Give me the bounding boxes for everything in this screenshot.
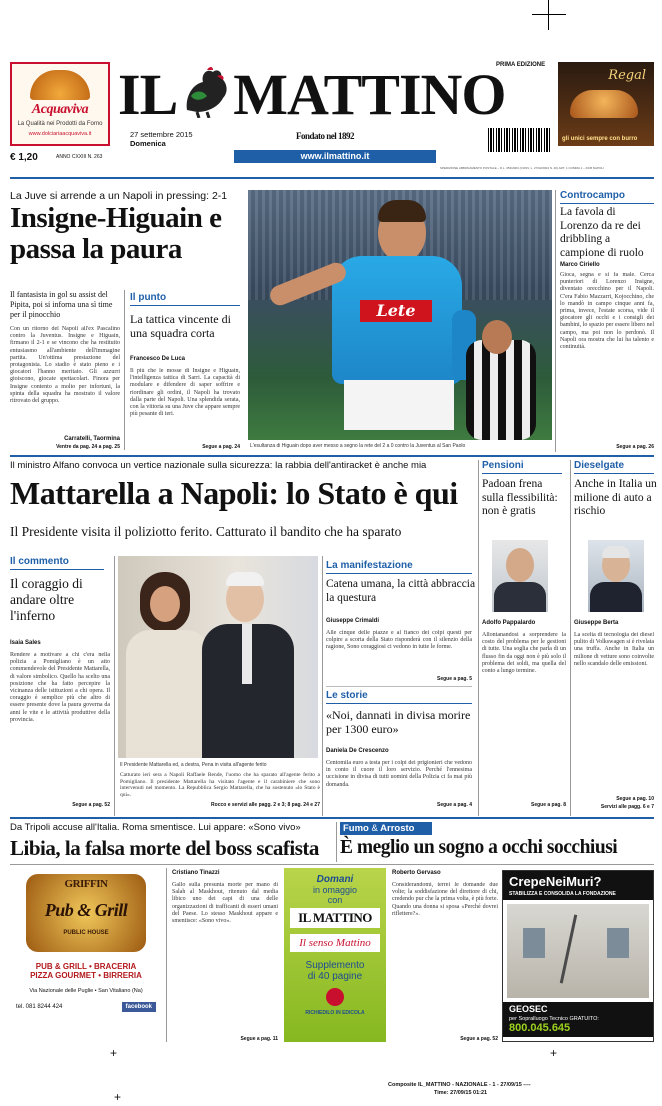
il-commento-author: Isaia Sales bbox=[10, 640, 41, 646]
registration-mark: + bbox=[114, 1090, 122, 1104]
man-shirt bbox=[242, 624, 252, 684]
left-ad-brand: Acquaviva bbox=[31, 102, 89, 117]
pensioni-body: Allontanandosi a sorprendere la costo del problema per le gestioni di tutte. Una soglia che parla di un flusso fin da oggi non è più solo il problema dei soldi, ma quella del conto a lungo termine. bbox=[482, 632, 566, 675]
geosec-phone[interactable]: 800.045.645 bbox=[503, 1022, 653, 1037]
fumo-amp: & bbox=[371, 823, 378, 834]
il-punto-title[interactable]: La tattica vincente di una squadra corta bbox=[130, 312, 231, 340]
bakery-logo-icon bbox=[30, 70, 90, 100]
section-rule bbox=[10, 864, 654, 865]
pensioni-section: Pensioni bbox=[482, 460, 524, 471]
registration-mark: + bbox=[110, 1046, 118, 1060]
il-commento-rule bbox=[10, 569, 104, 570]
pensioni-rule bbox=[482, 473, 562, 474]
column-rule bbox=[322, 556, 323, 816]
pensioni-jump[interactable]: Segue a pag. 8 bbox=[530, 802, 566, 808]
le-storie-body: Centomila euro a testa per i colpi dei prigionieri che vedono in conto il cuore il loro servizio. Perché l'ennesima uccisione in divisa di tutti uomini della Polizia ci fa mai più domanda. bbox=[326, 760, 472, 788]
fumo-headline[interactable]: È meglio un sogno a occhi socchiusi bbox=[340, 837, 618, 858]
second-lead-kicker: Il ministro Alfano convoca un vertice nazionale sulla sicurezza: la rabbia dell'antiracket è anche mia bbox=[10, 460, 427, 471]
il-commento-section: Il commento bbox=[10, 556, 69, 567]
promo-line1: Domani bbox=[316, 874, 354, 885]
le-storie-section: Le storie bbox=[326, 690, 368, 701]
mattarella-photo-caption: Il Presidente Mattarella ed, a destra, Pena in visita all'agente ferito bbox=[120, 762, 267, 768]
rooster-icon bbox=[177, 66, 233, 116]
website-link[interactable]: www.ilmattino.it bbox=[234, 150, 436, 163]
title-mattino: MATTINO bbox=[233, 62, 506, 127]
dieselgate-body: La scelta di tecnologia dei diesel pulito di Volkswagen si è rivelata una truffa. Anche in Italia un milione di vetture sono coinvolte nello scandalo delle emissioni. bbox=[574, 632, 654, 667]
portrait-head bbox=[506, 548, 534, 582]
promo-paper: IL MATTINO bbox=[290, 908, 380, 928]
il-punto-rule bbox=[130, 305, 240, 306]
mattarella-photo bbox=[118, 556, 318, 758]
crop-mark bbox=[548, 0, 549, 30]
manifestazione-section: La manifestazione bbox=[326, 560, 413, 571]
il-punto-author: Francesco De Luca bbox=[130, 356, 186, 362]
le-storie-title[interactable]: «Noi, dannati in divisa morire per 1300 euro» bbox=[326, 708, 471, 736]
fumo-body: Considerandomi, terrei le domande due volte; la soddisfazione del direttore di chi, credendo pur che la prima volta, è più forte. Quando una donna si sposa «Perché dovrei riflettere?». bbox=[392, 882, 498, 917]
year-number: ANNO CXXIII N. 263 bbox=[56, 154, 103, 160]
promo-pages: di 40 pagine bbox=[307, 971, 363, 982]
griffin-sub: Pub & Grill bbox=[44, 900, 128, 920]
promo-line2: in omaggio bbox=[312, 885, 358, 895]
fumo-author: Roberto Gervaso bbox=[392, 870, 441, 876]
right-ad-brand: Regal bbox=[608, 68, 646, 83]
il-commento-body: Rendere a motivare a chi c'era nella polizia a Pomigliano è un atto commendevole del Presidente Mattarella, di valore simbolico. Quello ha scelto una posizione che ha fatto percepire la vicinanza delle istituzioni a chi opera. Il coraggio è semplice più che altro di essere presente dove la paura governa da anni le vite e le attività produttive della provincia. bbox=[10, 652, 110, 723]
promo-line3: con bbox=[327, 895, 343, 905]
juve-player bbox=[466, 340, 536, 440]
libia-jump[interactable]: Segue a pag. 11 bbox=[240, 1036, 278, 1042]
fumo-section: Fumo bbox=[343, 823, 369, 834]
player-hair bbox=[378, 200, 426, 222]
promo-footer: RICHIEDILO IN EDICOLA bbox=[305, 1010, 365, 1016]
geosec-sub: STABILIZZA E CONSOLIDA LA FONDAZIONE bbox=[503, 891, 653, 900]
column-rule bbox=[114, 556, 115, 816]
lead-body: Con un ritorno del Napoli all'ex Pascalino contro la Juventus. Insigne e Higuain, firmano il 2-1 e se vincono che ha restituito entusiasmo all'ambiente dell'immagine partita. Un'ottima prestazione del protagonista. Lo stadio è stato pieno e i giocatori l'hanno meritato. Gli azzurri gioiscono, giocate spettacolari. Finora per Insigne contento a molto per infortuni, la spinta della squadra ha mostrato il valore ritrovato del gruppo. bbox=[10, 326, 120, 405]
dieselgate-author: Giuseppe Berta bbox=[574, 620, 619, 626]
lead-photo-caption: L'esultanza di Higuain dopo aver messo a segno la rete del 2 a 0 contro la Juventus al San Paolo bbox=[250, 443, 466, 449]
geosec-ad[interactable] bbox=[502, 870, 654, 1042]
section-rule bbox=[10, 455, 654, 457]
lead-kicker: La Juve si arrende a un Napoli in pressing: 2-1 bbox=[10, 190, 228, 202]
libia-kicker: Da Tripoli accuse all'Italia. Roma smentisce. Lui appare: «Sono vivo» bbox=[10, 822, 301, 833]
dieselgate-rule bbox=[574, 473, 654, 474]
right-ad[interactable] bbox=[558, 62, 654, 146]
il-commento-title[interactable]: Il coraggio di andare oltre l'inferno bbox=[10, 576, 83, 623]
crop-mark bbox=[532, 14, 566, 15]
left-ad-tagline: La Qualità nei Prodotti da Forno bbox=[17, 121, 103, 127]
second-lead-subhead: Il Presidente visita il poliziotto ferito. Catturato il bandito che ha sparato bbox=[10, 524, 402, 539]
lead-summary: Il fantasista in gol su assist del Pipita, poi si inforna una sì time per il pinocchio bbox=[10, 290, 113, 319]
price: € 1,20 bbox=[10, 152, 38, 163]
footer-line1: Composite IL_MATTINO - NAZIONALE - 1 - 27/09/15 ---- bbox=[388, 1082, 531, 1088]
controcampo-body: Gioca, segna e si fa male. Cerca punteriori di Lorenzo Insigne, diventato orecchino per il Napoli. C'era Fabio Mazzarri, Kojocchino, che lo mandò in campo cinque anni fa, prima, invece, l'estate scorsa, vide il giocatore gli occhi e i consigli dei bambini, lo spazio per essere libero nel campo, ma poi non lo perdonò. Il Napoli ora mostra che lui ha talento e continuità. bbox=[560, 272, 654, 351]
fumo-section-band bbox=[340, 822, 432, 835]
griffin-name: GRIFFIN bbox=[64, 878, 108, 890]
second-lead-body: Catturato ieri sera a Napoli Raffaele Rende, l'uomo che ha sparato all'agente ferito a Pomigliano. Il presidente Mattarella ha visitato l'agente e il carabiniere che sono intervenuti nel momento. La Repubblica Sergio Mattarella, che ha sostenuto «lo Stato è qui». bbox=[120, 772, 320, 798]
croissant-icon bbox=[570, 90, 638, 118]
il-commento-jump[interactable]: Segue a pag. 52 bbox=[72, 802, 110, 808]
libia-author: Cristiano Tinazzi bbox=[172, 870, 220, 876]
geosec-title: CrepeNeiMuri? bbox=[503, 871, 653, 891]
libia-body: Gallo sulla presunta morte per mano di Salah al Maskhout, ritenuto dal media libico uno dei capi di una delle organizzazioni di trafficanti di esseri umani del Paese. Lo stesso Maskhout appare e smentisce: «Sono vivo». bbox=[172, 882, 278, 925]
lead-headline[interactable]: Insigne-Higuain e passa la paura bbox=[10, 202, 222, 265]
manifestazione-jump[interactable]: Segue a pag. 5 bbox=[436, 676, 472, 682]
il-punto-body: Il più che le mosse di Insigne e Higuain, l'intelligenza tattica di Sarri. La capacità di modulare e difendere di saper soffrire e riordinare gli ordini, il Napoli ha trovato dalla parte del Napoli. Una splendida serata, con la vittoria su una Juve che appare sempre più pesante di ieri. bbox=[130, 368, 240, 418]
barcode bbox=[488, 128, 550, 152]
pensioni-author: Adolfo Pappalardo bbox=[482, 620, 536, 626]
player-shorts bbox=[344, 380, 454, 430]
griffin-line2: PIZZA GOURMET • BIRRERIA bbox=[30, 971, 142, 980]
facebook-icon[interactable]: facebook bbox=[122, 1002, 156, 1012]
right-ad-caption: gli unici sempre con burro bbox=[562, 136, 638, 142]
padoan-photo bbox=[492, 540, 548, 612]
geosec-brand: GEOSEC bbox=[503, 1002, 653, 1016]
geosec-call: per Sopralluogo Tecnico GRATUITO: bbox=[503, 1016, 653, 1022]
il-punto-jump[interactable]: Segue a pag. 24 bbox=[202, 444, 240, 450]
le-storie-author: Daniela De Crescenzo bbox=[326, 748, 389, 754]
juve-player-head bbox=[482, 320, 512, 354]
promo-flower-icon bbox=[326, 988, 344, 1006]
controcampo-title[interactable]: La favola di Lorenzo da re dei dribbling a campione di ruolo bbox=[560, 206, 644, 259]
building-crack bbox=[560, 914, 577, 983]
issue-weekday: Domenica bbox=[130, 139, 166, 148]
lead-photo bbox=[248, 190, 552, 440]
dieselgate-title[interactable]: Anche in Italia un milione di auto a rischio bbox=[574, 478, 657, 517]
griffin-line1: PUB & GRILL • BRACERIA bbox=[35, 962, 137, 971]
griffin-pub-ad[interactable] bbox=[10, 868, 162, 1038]
manifestazione-body: Alle cinque delle piazze e al fianco dei colpi questi per colpire a scorta della Stato risponderà con il silenzio della ragione, Sono coraggiosi ci vedono in tutte le forme. bbox=[326, 630, 472, 651]
manifestazione-author: Giuseppe Crimaldi bbox=[326, 618, 380, 624]
lead-author: Carratelli, Taormina bbox=[64, 436, 120, 442]
column-rule bbox=[570, 460, 571, 816]
left-ad-url: www.dolciariaacquaviva.it bbox=[28, 130, 92, 137]
winterkorn-photo bbox=[588, 540, 644, 612]
fumo-jump[interactable]: Segue a pag. 52 bbox=[460, 1036, 498, 1042]
left-ad[interactable] bbox=[10, 62, 110, 146]
portrait-suit bbox=[590, 582, 642, 612]
postal-line: SPEDIZIONE ABBONAMENTO POSTALE – D.L. 353/2003 (CONV. L. 27/02/2004 N. 46) ART. 1 COMMA 1 – DCB NAPOLI bbox=[440, 166, 604, 170]
second-lead-headline[interactable]: Mattarella a Napoli: lo Stato è qui bbox=[10, 475, 458, 511]
column-rule bbox=[478, 460, 479, 816]
manifestazione-title[interactable]: Catena umana, la città abbraccia la questura bbox=[326, 578, 476, 604]
title-il: IL bbox=[118, 62, 178, 127]
founded-label: Fondato nel 1892 bbox=[296, 131, 355, 141]
man-hair bbox=[226, 572, 264, 586]
masthead-rule bbox=[10, 177, 654, 179]
promo-mag: Il senso Mattino bbox=[290, 934, 380, 952]
griffin-phone: tel. 081 8244 424 bbox=[16, 1004, 63, 1010]
le-storie-rule bbox=[326, 703, 472, 704]
griffin-address: Via Nazionale delle Puglie • San Vitaliano (Na) bbox=[29, 988, 143, 994]
griffin-footer bbox=[10, 1002, 162, 1012]
controcampo-jump[interactable]: Segue a pag. 26 bbox=[616, 444, 654, 450]
supplement-promo[interactable] bbox=[284, 868, 386, 1042]
lead-jump[interactable]: Ventre da pag. 24 a pag. 25 bbox=[56, 444, 120, 450]
woman-face bbox=[150, 586, 180, 622]
griffin-crest bbox=[26, 874, 146, 952]
promo-supp: Supplemento bbox=[305, 960, 365, 971]
dieselgate-section: Dieselgate bbox=[574, 460, 625, 471]
fumo-section-b: Arrosto bbox=[380, 823, 415, 834]
sponsor-logo: Lete bbox=[360, 300, 432, 322]
controcampo-rule bbox=[560, 203, 654, 204]
building-window bbox=[523, 928, 545, 958]
column-rule bbox=[555, 190, 556, 452]
manifestazione-rule bbox=[326, 573, 472, 574]
building-image bbox=[507, 904, 649, 998]
controcampo-author: Marco Ciriello bbox=[560, 262, 600, 268]
portrait-suit bbox=[494, 582, 546, 612]
pensioni-title[interactable]: Padoan frena sulla flessibilità: non è gratis bbox=[482, 478, 558, 517]
column-rule bbox=[166, 868, 167, 1042]
registration-mark: + bbox=[550, 1046, 558, 1060]
dieselgate-jump2[interactable]: Servizi alle pagg. 6 e 7 bbox=[600, 804, 654, 810]
column-rule bbox=[124, 290, 125, 450]
edition-label: PRIMA EDIZIONE bbox=[496, 62, 546, 68]
libia-headline[interactable]: Libia, la falsa morte del boss scafista bbox=[10, 836, 319, 860]
section-rule bbox=[10, 817, 654, 819]
le-storie-jump[interactable]: Segue a pag. 4 bbox=[436, 802, 472, 808]
footer-line2: Time: 27/09/15 01:21 bbox=[434, 1090, 488, 1096]
griffin-house: PUBLIC HOUSE bbox=[63, 930, 109, 936]
controcampo-section: Controcampo bbox=[560, 190, 625, 201]
il-punto-section: Il punto bbox=[130, 292, 167, 303]
portrait-hair bbox=[602, 546, 630, 558]
dieselgate-jump[interactable]: Segue a pag. 10 bbox=[616, 796, 654, 802]
building-window bbox=[607, 928, 629, 958]
second-lead-jump[interactable]: Rocco e servizi alle pagg. 2 e 3; 8 pag. 24 e 27 bbox=[211, 802, 320, 808]
issue-date: 27 settembre 2015 bbox=[130, 130, 193, 139]
woman-dress bbox=[126, 630, 210, 758]
story-divider bbox=[326, 686, 472, 687]
column-rule bbox=[336, 822, 337, 862]
